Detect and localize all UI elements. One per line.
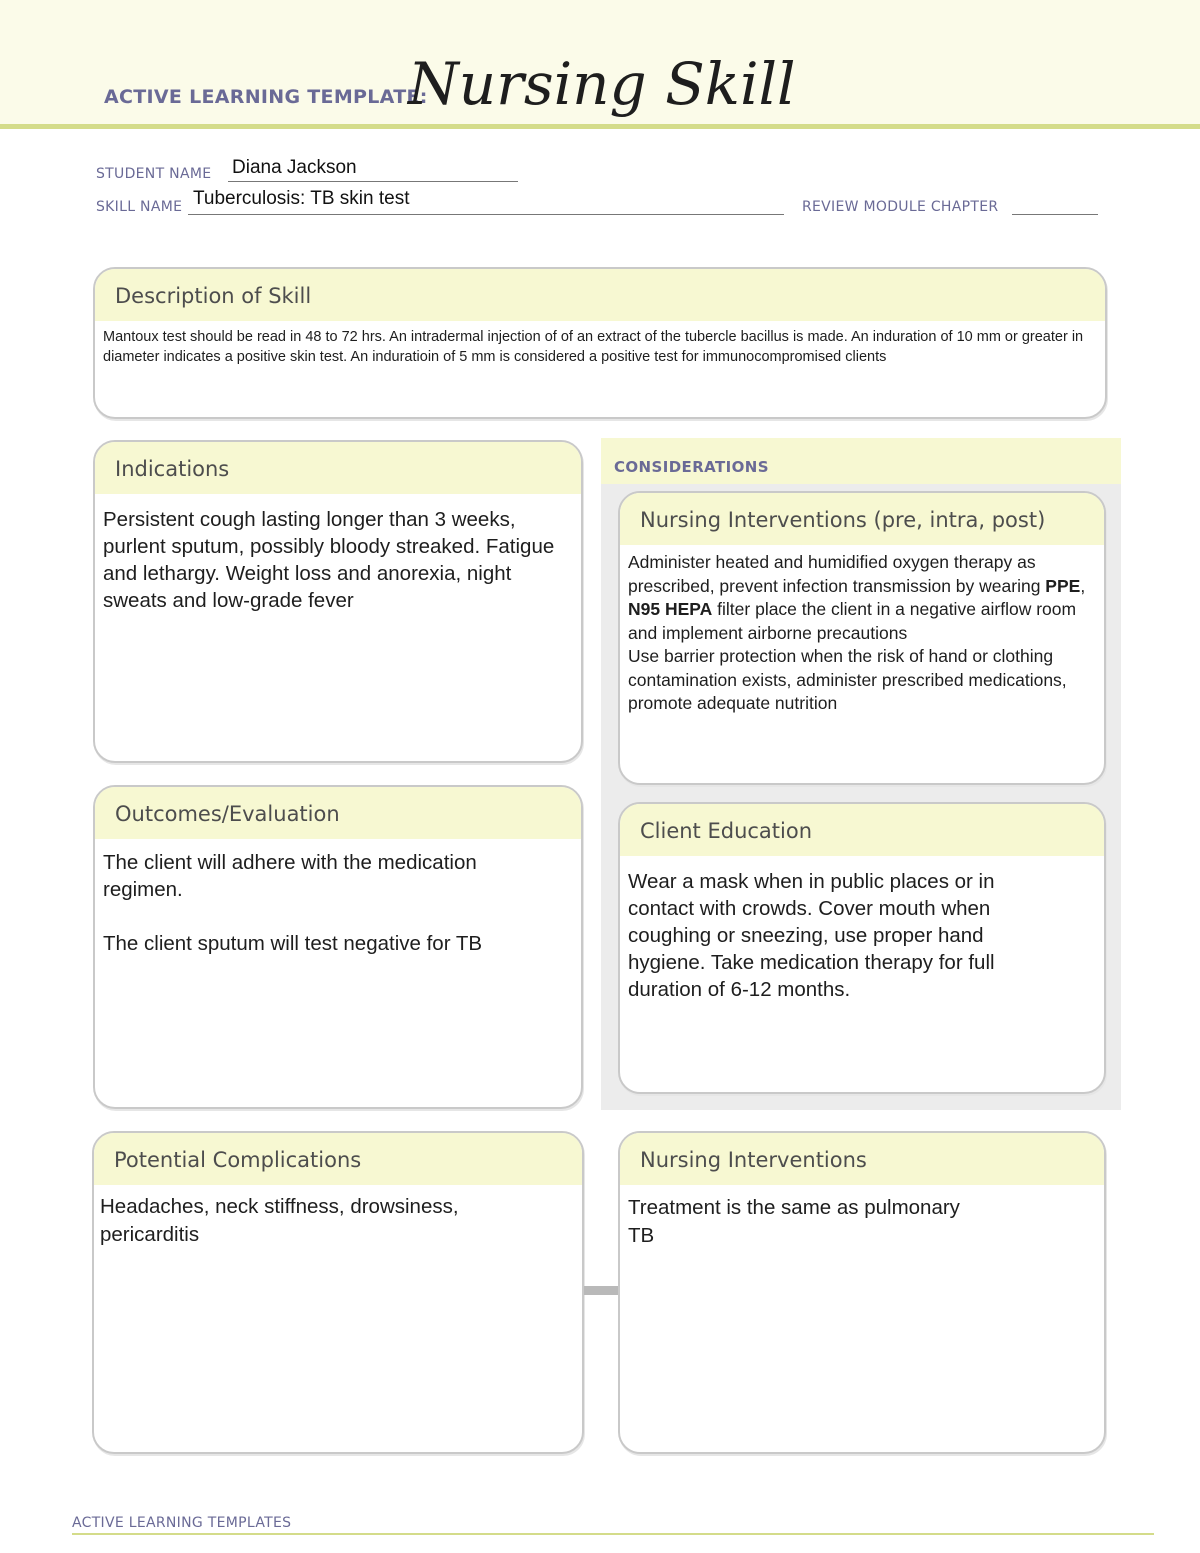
template-label: ACTIVE LEARNING TEMPLATE: xyxy=(104,86,428,108)
nursing-interventions-title: Nursing Interventions xyxy=(640,1148,867,1172)
complications-text[interactable]: Headaches, neck stiffness, drowsiness, pericarditis xyxy=(100,1195,459,1246)
box-connector xyxy=(584,1286,620,1295)
footer-rule xyxy=(72,1533,1154,1535)
considerations-title: CONSIDERATIONS xyxy=(614,458,769,476)
ni-para1-b: , xyxy=(1080,575,1086,596)
nursing-interventions-pre-para-2[interactable]: Use barrier protection when the risk of hand or clothing contamination exists, administer prescribed medications, promote adequate nutrition xyxy=(628,646,1067,713)
outcomes-line-2[interactable]: The client sputum will test negative for TB xyxy=(103,932,483,955)
skill-name-field[interactable]: Tuberculosis: TB skin test xyxy=(193,188,410,209)
nursing-interventions-pre-header xyxy=(620,493,1104,545)
skill-name-line xyxy=(188,213,784,215)
nursing-interventions-box xyxy=(618,1131,1106,1454)
header-rule xyxy=(0,124,1200,129)
ni-para1-bold-1: PPE xyxy=(1045,575,1081,596)
ni-para1-a: Administer heated and humidified oxygen therapy as prescribed, prevent infection transmission by wearing xyxy=(628,552,1046,596)
skill-name-label: SKILL NAME xyxy=(96,199,183,215)
client-education-title: Client Education xyxy=(640,819,813,843)
description-header xyxy=(95,269,1105,321)
complications-header xyxy=(94,1133,582,1185)
outcomes-box xyxy=(93,785,583,1109)
indications-text[interactable]: Persistent cough lasting longer than 3 weeks, purlent sputum, possibly bloody streaked. Fatigue and lethargy. Weight loss and anorexia, night sweats and low-grade fever xyxy=(103,508,555,612)
complications-title: Potential Complications xyxy=(114,1148,362,1172)
footer-label: ACTIVE LEARNING TEMPLATES xyxy=(72,1515,292,1531)
description-title: Description of Skill xyxy=(115,284,312,308)
nursing-interventions-pre-box xyxy=(618,491,1106,785)
client-education-box xyxy=(618,802,1106,1094)
nursing-interventions-pre-para-1[interactable] xyxy=(628,551,1096,645)
outcomes-header xyxy=(95,787,581,839)
student-name-line xyxy=(228,180,518,182)
indications-header xyxy=(95,442,581,494)
student-name-label: STUDENT NAME xyxy=(96,166,212,182)
review-module-line xyxy=(1012,213,1098,215)
review-module-label: REVIEW MODULE CHAPTER xyxy=(802,199,999,215)
student-name-field[interactable]: Diana Jackson xyxy=(232,157,357,178)
description-text[interactable]: Mantoux test should be read in 48 to 72 hrs. An intradermal injection of of an extract of the tubercle bacillus is made. An induration of 10 mm or greater in diameter indicates a positive skin test. An induratioin of 5 mm is considered a positive test for immunocompromised clients xyxy=(103,329,1084,365)
nursing-interventions-line-2[interactable]: TB xyxy=(628,1224,655,1247)
client-education-header xyxy=(620,804,1104,856)
indications-box xyxy=(93,440,583,763)
nursing-interventions-line-1[interactable]: Treatment is the same as pulmonary xyxy=(628,1196,960,1219)
nursing-interventions-header xyxy=(620,1133,1104,1185)
complications-box xyxy=(92,1131,584,1454)
ni-para1-bold-2: N95 HEPA xyxy=(628,599,713,619)
ni-para1-c: filter place the client in a negative airflow room and implement airborne precautions xyxy=(628,599,1077,643)
nursing-interventions-pre-title: Nursing Interventions (pre, intra, post) xyxy=(640,508,1046,532)
outcomes-title: Outcomes/Evaluation xyxy=(115,802,340,826)
description-box xyxy=(93,267,1107,419)
outcomes-line-1[interactable]: The client will adhere with the medication regimen. xyxy=(103,851,477,901)
client-education-text[interactable]: Wear a mask when in public places or in contact with crowds. Cover mouth when coughing or sneezing, use proper hand hygiene. Take medication therapy for full duration of 6-12 months. xyxy=(628,870,995,1001)
page-title: Nursing Skill xyxy=(408,50,796,118)
indications-title: Indications xyxy=(115,457,230,481)
